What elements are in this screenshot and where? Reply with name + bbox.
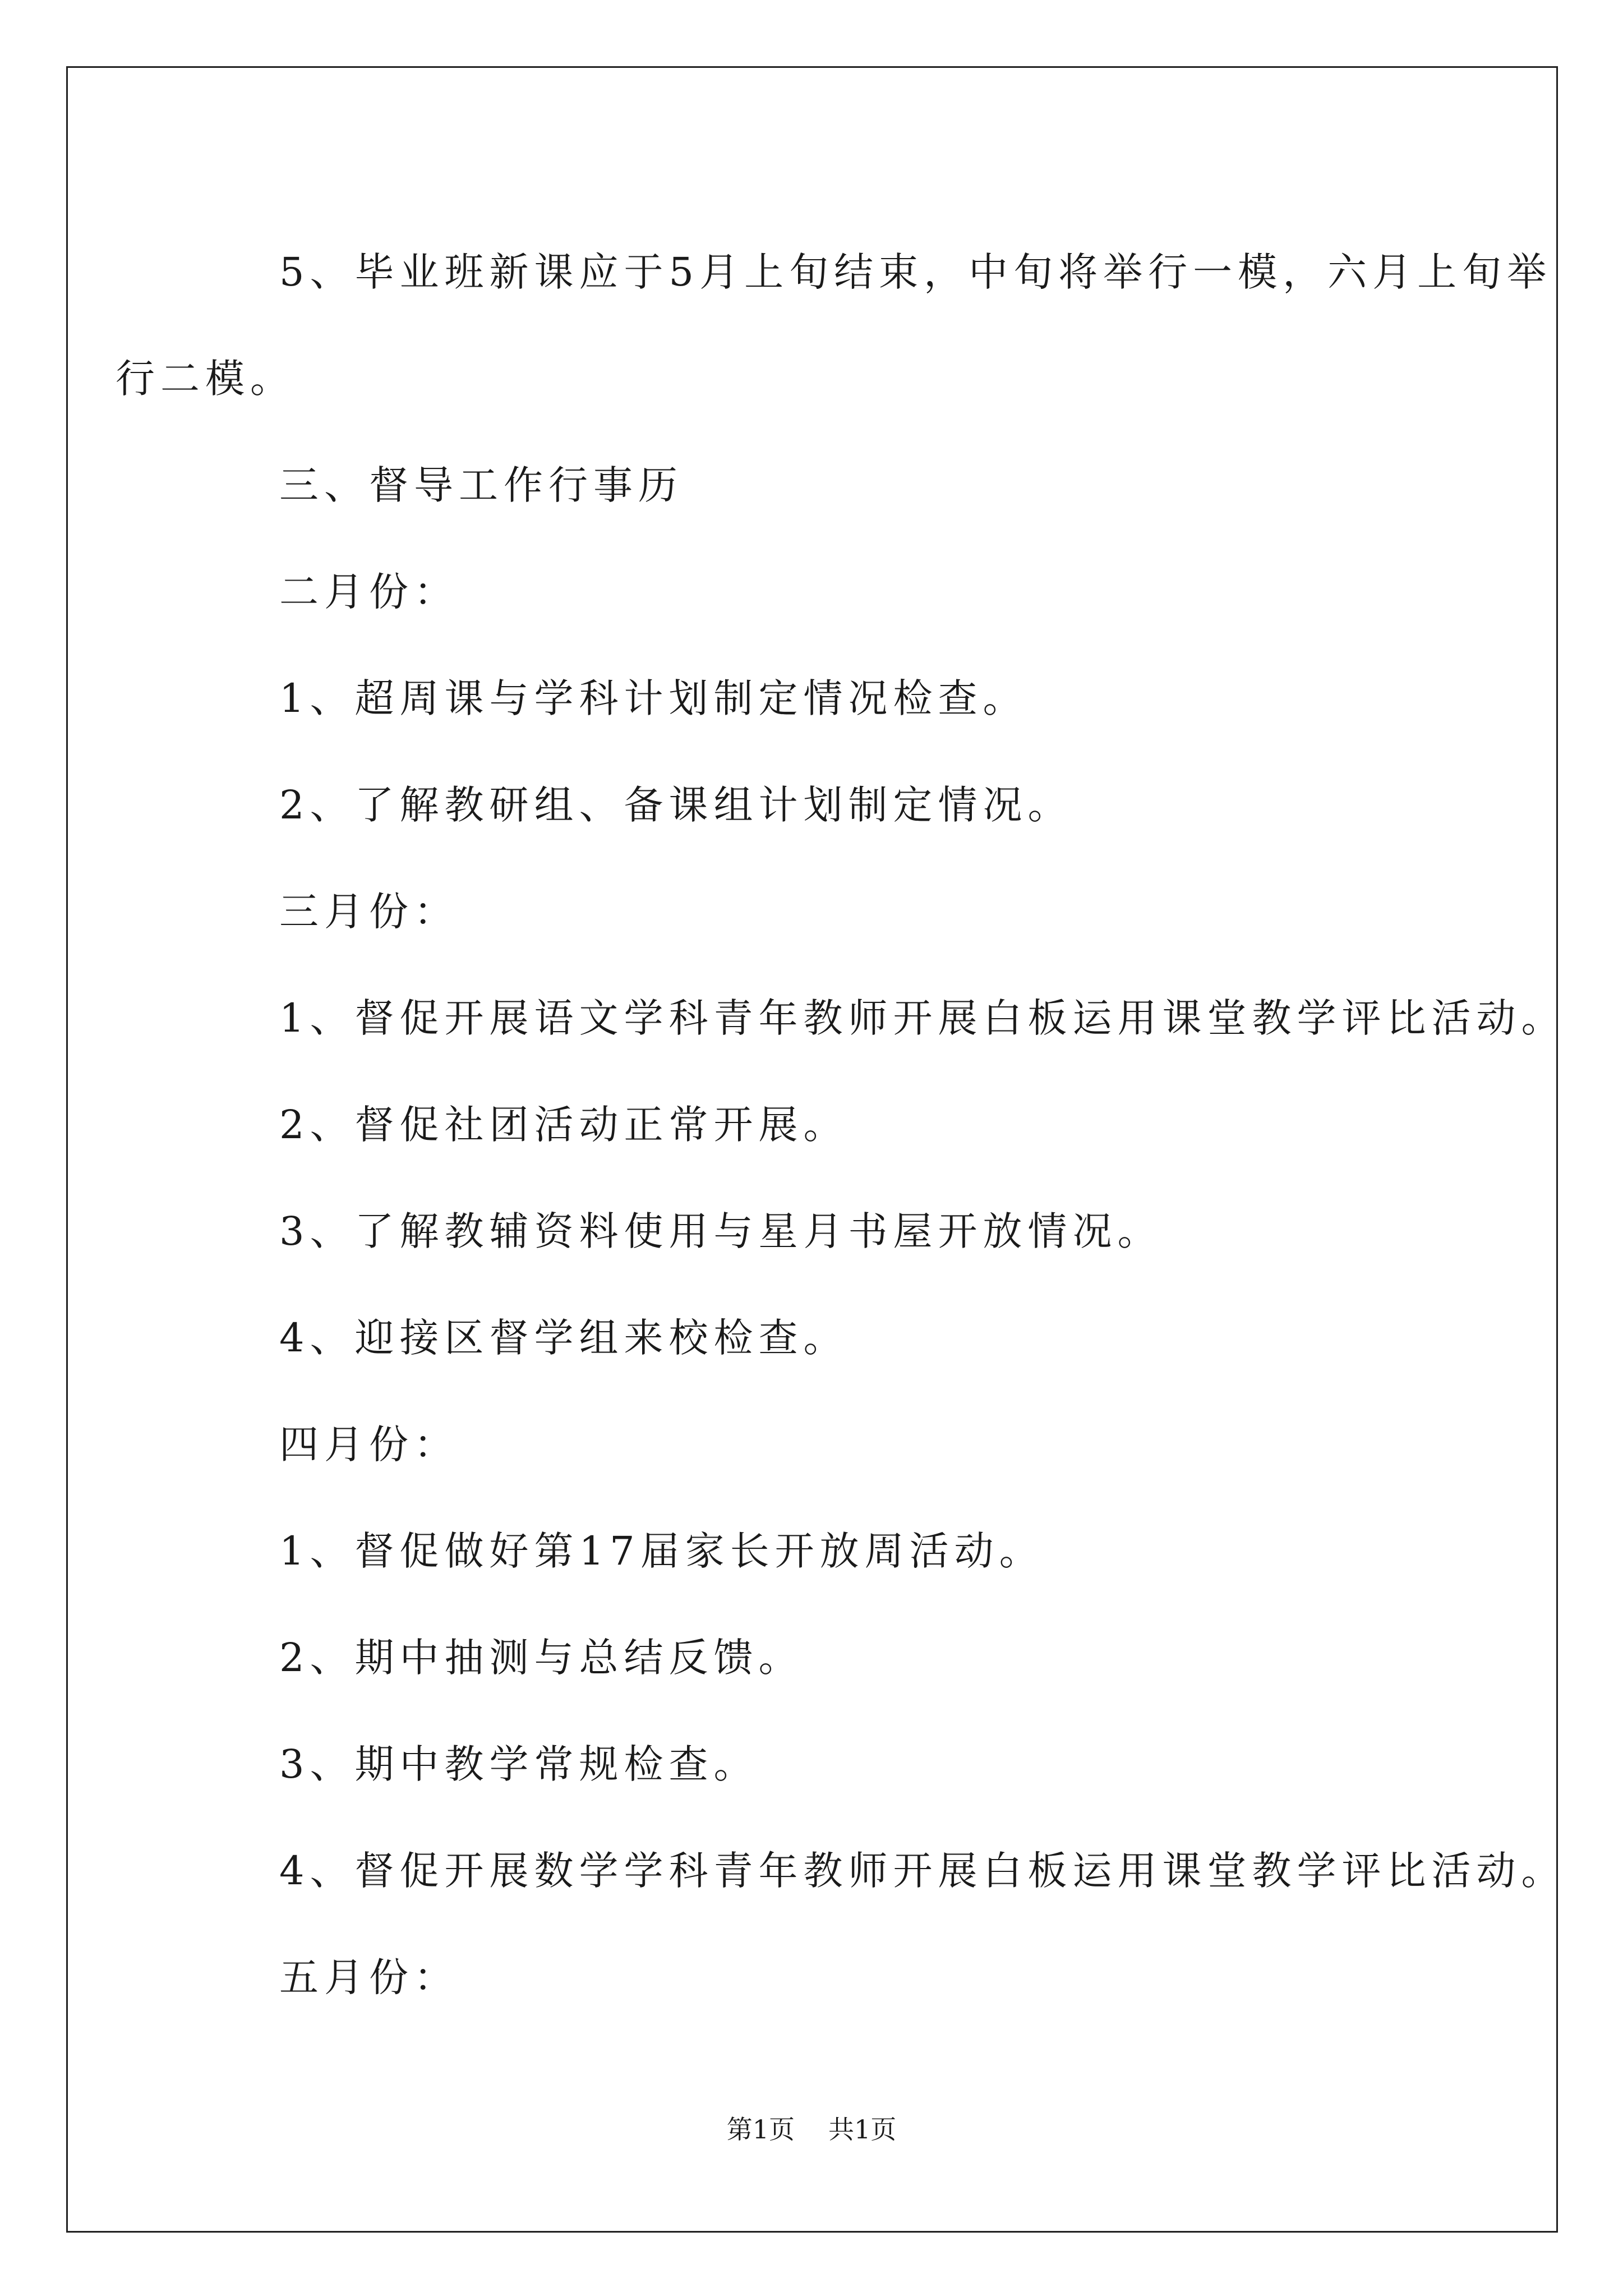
paragraph-continuation: 行二模。 xyxy=(116,356,295,402)
section-heading: 三、督导工作行事历 xyxy=(279,462,683,508)
month-heading: 五月份： xyxy=(279,1954,459,2000)
list-item: 4、迎接区督学组来校检查。 xyxy=(279,1315,849,1361)
month-heading: 二月份： xyxy=(279,569,459,615)
list-item: 3、了解教辅资料使用与星月书屋开放情况。 xyxy=(279,1208,1163,1254)
list-item: 3、期中教学常规检查。 xyxy=(279,1741,759,1787)
list-item: 2、督促社团活动正常开展。 xyxy=(279,1102,849,1148)
list-item: 1、督促开展语文学科青年教师开展白板运用课堂教学评比活动。 xyxy=(279,995,1566,1041)
list-item: 4、督促开展数学学科青年教师开展白板运用课堂教学评比活动。 xyxy=(279,1848,1566,1894)
page-number: 第1页 xyxy=(726,2114,795,2145)
list-item: 2、了解教研组、备课组计划制定情况。 xyxy=(279,782,1073,828)
month-heading: 四月份： xyxy=(279,1421,459,1467)
page-footer xyxy=(0,2109,1623,2146)
list-item: 1、督促做好第17届家长开放周活动。 xyxy=(279,1528,1044,1574)
list-item: 1、超周课与学科计划制定情况检查。 xyxy=(279,675,1028,721)
month-heading: 三月份： xyxy=(279,889,459,935)
page-total: 共1页 xyxy=(828,2114,897,2145)
paragraph-line: 5、毕业班新课应于5月上旬结束，中旬将举行一模，六月上旬举 xyxy=(279,249,1552,295)
list-item: 2、期中抽测与总结反馈。 xyxy=(279,1635,804,1681)
document-body xyxy=(116,219,1566,2031)
